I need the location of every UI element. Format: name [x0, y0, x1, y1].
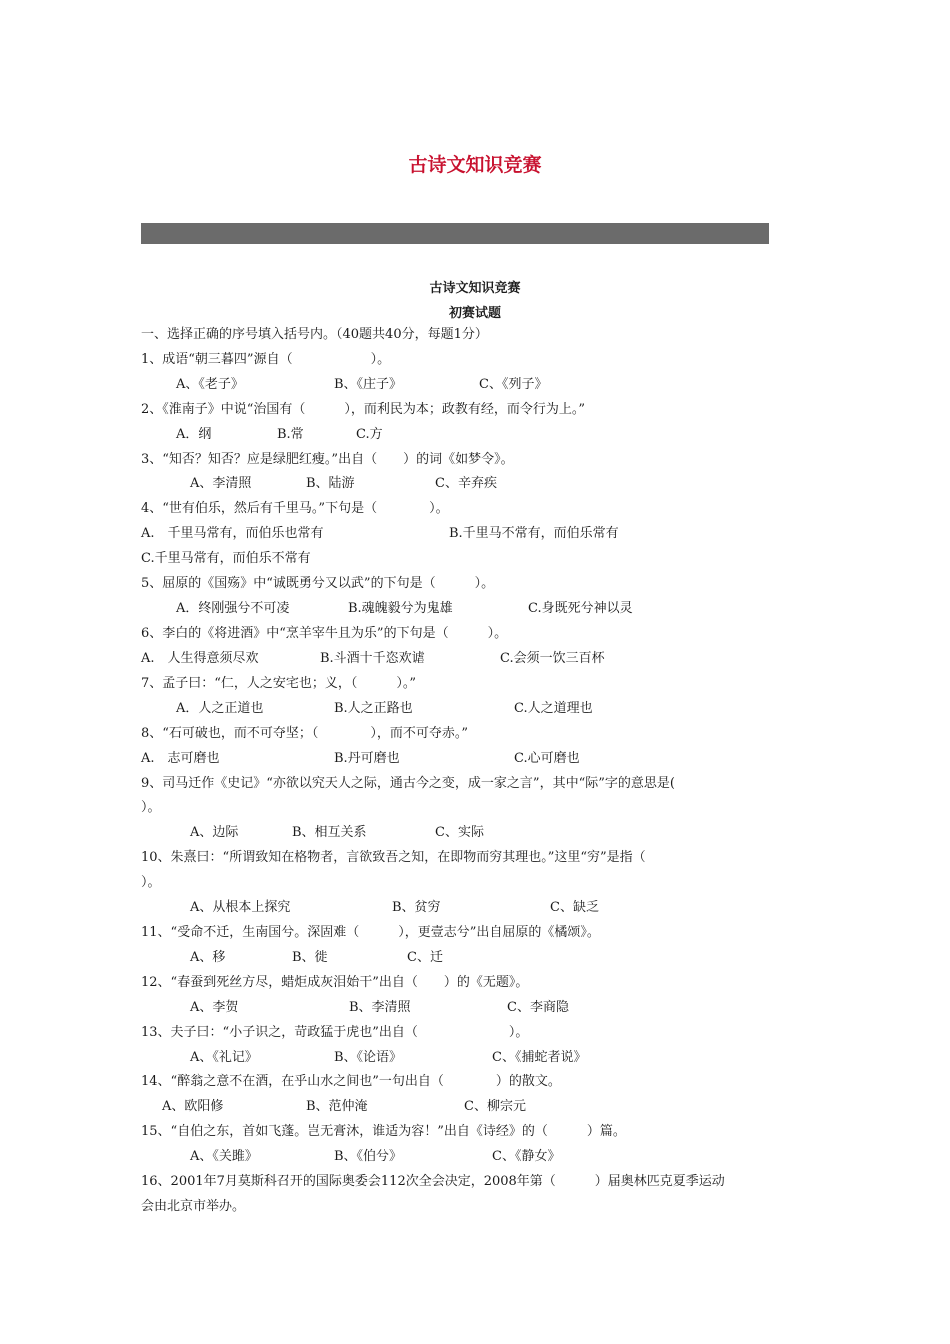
option-11c: C、迁	[407, 950, 443, 965]
question-4: 4、“世有伯乐，然后有千里马。”下句是（ ）。	[141, 501, 449, 516]
option-1a: A、《老子》	[176, 377, 244, 392]
document-title: 古诗文知识竞赛	[408, 154, 542, 176]
option-11a: A、移	[190, 950, 226, 965]
section-header: 古诗文知识竞赛	[429, 281, 521, 296]
option-13b: B、《论语》	[334, 1050, 403, 1065]
option-9c: C、实际	[435, 825, 484, 840]
option-10a: A、从根本上探究	[190, 900, 291, 915]
option-10c: C、缺乏	[550, 900, 599, 915]
option-10b: B、贫穷	[392, 900, 441, 915]
option-14b: B、范仲淹	[306, 1099, 368, 1114]
question-5: 5、屈原的《国殇》中“诚既勇兮又以武”的下句是（ ）。	[141, 576, 495, 591]
option-5c: C.身既死兮神以灵	[528, 601, 633, 616]
question-14: 14、“醉翁之意不在酒，在乎山水之间也”一句出自（ ）的散文。	[141, 1074, 561, 1089]
question-16-cont: 会由北京市举办。	[141, 1199, 246, 1214]
option-8b: B.丹可磨也	[334, 751, 400, 766]
question-13: 13、夫子曰：“小子识之，苛政猛于虎也”出自（ ）。	[141, 1025, 529, 1040]
question-11: 11、“受命不迁，生南国兮。深固难（ ），更壹志兮”出自屈原的《橘颂》。	[141, 925, 600, 940]
question-8: 8、“石可破也，而不可夺坚；（ ），而不可夺赤。”	[141, 726, 469, 741]
option-3a: A、李清照	[190, 476, 252, 491]
option-2a: A．纲	[176, 427, 212, 442]
question-9-cont: ）。	[141, 800, 161, 815]
option-9a: A、边际	[190, 825, 239, 840]
option-6a: A. 人生得意须尽欢	[141, 651, 259, 666]
option-2b: B.常	[277, 427, 304, 442]
option-15b: B、《伯兮》	[334, 1149, 403, 1164]
option-4c: C.千里马常有，而伯乐不常有	[141, 551, 311, 566]
option-14c: C、柳宗元	[464, 1099, 526, 1114]
option-8a: A. 志可磨也	[141, 751, 220, 766]
option-7b: B.人之正路也	[334, 701, 413, 716]
question-15: 15、“自伯之东，首如飞蓬。岂无膏沐，谁适为容！”出自《诗经》的（ ）篇。	[141, 1124, 626, 1139]
divider-bar	[141, 223, 769, 244]
question-7: 7、孟子曰：“仁，人之安宅也；义，（ ）。”	[141, 676, 417, 691]
option-13a: A、《礼记》	[190, 1050, 258, 1065]
question-9: 9、司马迁作《史记》“亦欲以究天人之际，通古今之变，成一家之言”，其中“际”字的意思是(	[141, 776, 675, 791]
option-9b: B、相互关系	[292, 825, 367, 840]
option-1b: B、《庄子》	[334, 377, 403, 392]
option-8c: C.心可磨也	[514, 751, 580, 766]
option-6c: C.会须一饮三百杯	[500, 651, 605, 666]
question-10: 10、朱熹曰：“所谓致知在格物者，言欲致吾之知，在即物而穷其理也。”这里“穷”是指（	[141, 850, 646, 865]
option-4b: B.千里马不常有，而伯乐常有	[449, 526, 619, 541]
option-14a: A、欧阳修	[162, 1099, 224, 1114]
option-3c: C、辛弃疾	[435, 476, 497, 491]
section-subheader: 初赛试题	[448, 306, 501, 321]
question-16: 16、2001年7月莫斯科召开的国际奥委会112次全会决定，2008年第（ ）届奥林匹克夏季运动	[141, 1174, 725, 1189]
instructions: 一、选择正确的序号填入括号内。（40题共40分，每题1分）	[141, 327, 488, 342]
option-5a: A．终刚强兮不可凌	[176, 601, 290, 616]
option-1c: C、《列子》	[479, 377, 548, 392]
option-4a: A. 千里马常有，而伯乐也常有	[141, 526, 324, 541]
question-2: 2、《淮南子》中说“治国有（ ），而利民为本；政教有经，而令行为上。”	[141, 402, 586, 417]
question-10-cont: ）。	[141, 875, 161, 890]
option-7a: A．人之正道也	[176, 701, 264, 716]
option-12b: B、李清照	[349, 1000, 411, 1015]
option-5b: B.魂魄毅兮为鬼雄	[348, 601, 453, 616]
option-2c: C.方	[356, 427, 383, 442]
question-12: 12、“春蚕到死丝方尽，蜡炬成灰泪始干”出自（ ）的《无题》。	[141, 975, 529, 990]
question-6: 6、李白的《将进酒》中“烹羊宰牛且为乐”的下句是（ ）。	[141, 626, 508, 641]
option-13c: C、《捕蛇者说》	[492, 1050, 587, 1065]
question-3: 3、“知否？知否？应是绿肥红瘦。”出自（ ）的词《如梦令》。	[141, 452, 514, 467]
option-3b: B、陆游	[306, 476, 355, 491]
option-15c: C、《静女》	[492, 1149, 561, 1164]
option-12c: C、李商隐	[507, 1000, 569, 1015]
option-12a: A、李贺	[190, 1000, 239, 1015]
option-7c: C.人之道理也	[514, 701, 593, 716]
option-11b: B、徙	[292, 950, 328, 965]
option-6b: B.斗酒十千恣欢谑	[320, 651, 425, 666]
option-15a: A、《关雎》	[190, 1149, 258, 1164]
question-1: 1、成语“朝三暮四”源自（ ）。	[141, 352, 391, 367]
